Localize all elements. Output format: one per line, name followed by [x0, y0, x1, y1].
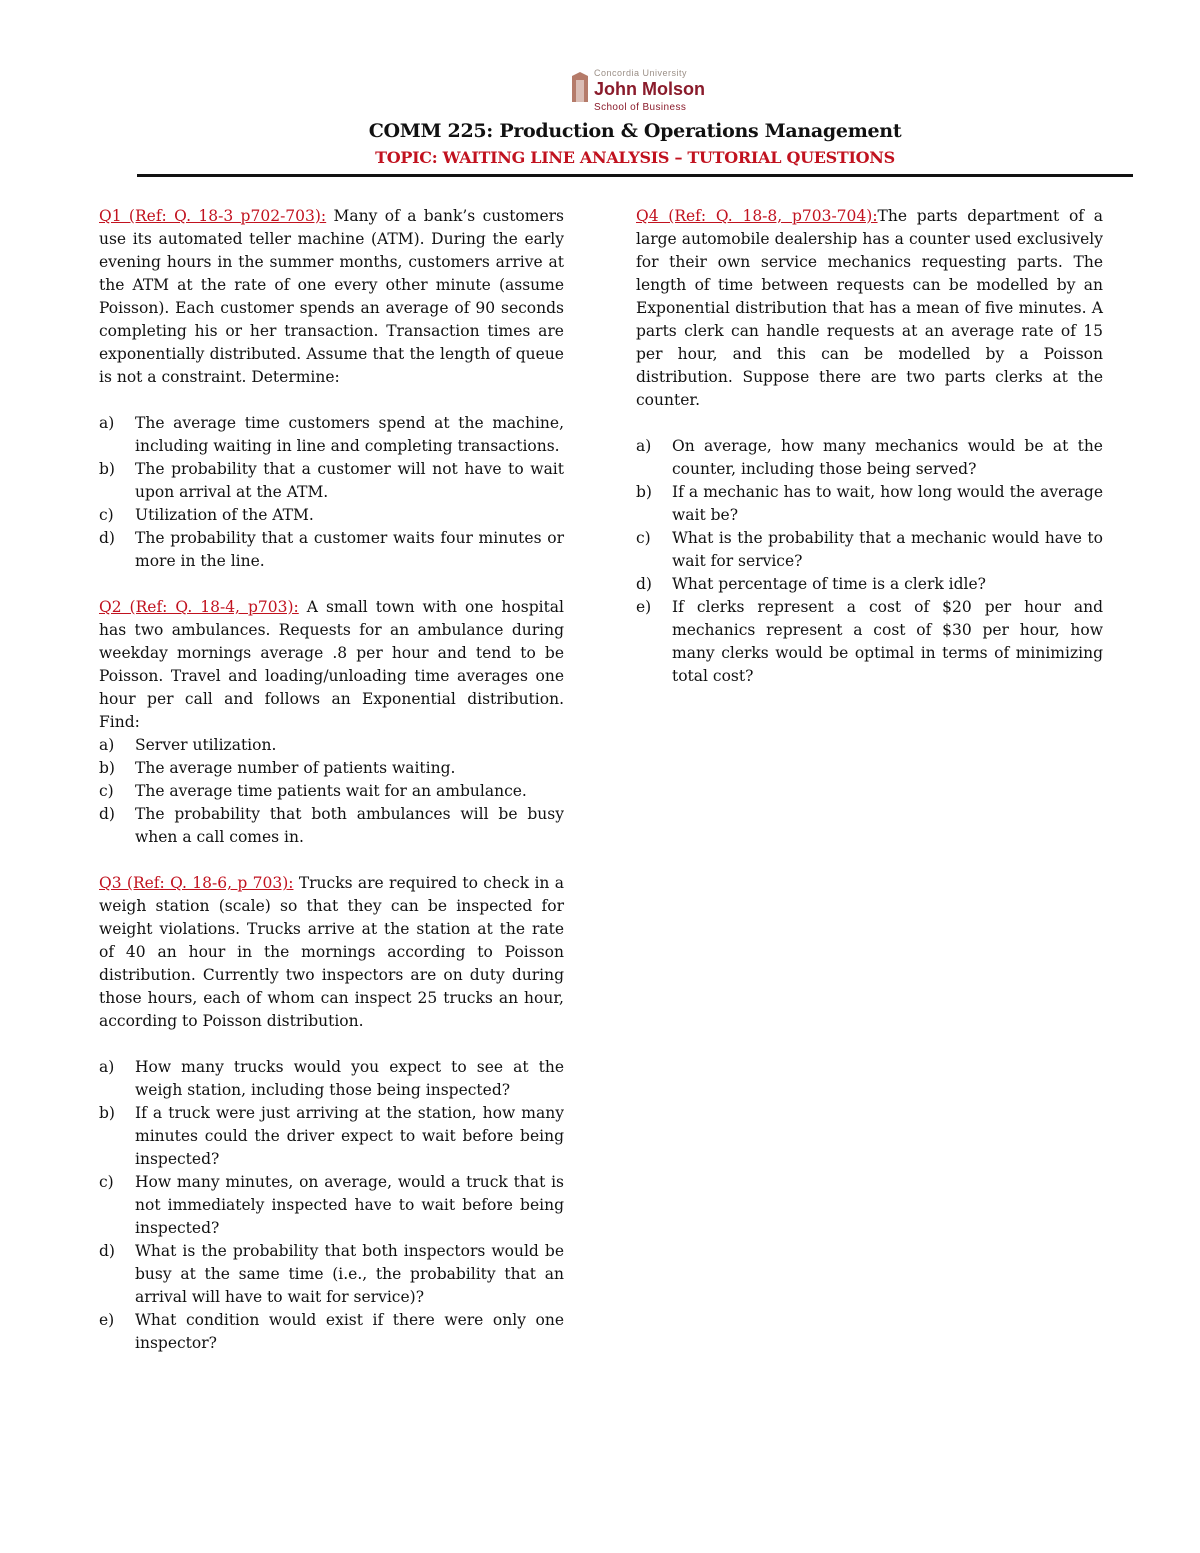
question-body: Many of a bank’s customers use its automated teller machine (ATM). During the early evening hours in the summer months, customers arrive at the ATM at the rate of one every other minute (assume Poisson). Each customer spends an average of 90 seconds completing his or her transaction. Transaction times are exponentially distributed. Assume that the length of queue is not a constraint. Determine:	[99, 207, 564, 386]
list-item	[99, 527, 564, 573]
item-text: How many trucks would you expect to see at the weigh station, including those being inspected?	[135, 1058, 564, 1099]
item-label: e)	[99, 1311, 115, 1329]
item-label: b)	[99, 1104, 115, 1122]
list-item	[636, 435, 1103, 481]
item-label: d)	[99, 805, 115, 823]
question-text	[636, 205, 1103, 412]
item-label: a)	[99, 736, 115, 754]
list-item	[636, 596, 1103, 688]
list-item	[99, 734, 564, 757]
item-text: If clerks represent a cost of $20 per hour and mechanics represent a cost of $30 per hour, how many clerks would be optimal in terms of minimizing total cost?	[672, 598, 1103, 685]
question-body: A small town with one hospital has two ambulances. Requests for an ambulance during weekday mornings average .8 per hour and tend to be Poisson. Travel and loading/unloading time averages one hour per call and follows an Exponential distribution. Find:	[99, 598, 565, 731]
question-text	[99, 596, 564, 734]
list-item	[99, 1240, 564, 1309]
list-item	[99, 1309, 564, 1355]
item-text: On average, how many mechanics would be at the counter, including those being served?	[672, 437, 1103, 478]
item-text: The probability that a customer will not have to wait upon arrival at the ATM.	[135, 460, 564, 501]
item-label: e)	[636, 598, 652, 616]
question-q4	[636, 205, 1103, 688]
question-ref: Q2 (Ref: Q. 18-4, p703):	[99, 598, 299, 616]
item-label: a)	[636, 437, 652, 455]
item-text: The average time customers spend at the machine, including waiting in line and completing transactions.	[135, 414, 564, 455]
document-title: COMM 225: Production & Operations Management	[368, 120, 902, 142]
list-item	[636, 527, 1103, 573]
list-item	[99, 458, 564, 504]
question-body: Trucks are required to check in a weigh station (scale) so that they can be inspected for weight violations. Trucks arrive at the station at the rate of 40 an hour in the mornings according to Poisson distribution. Currently two inspectors are on duty during those hours, each of whom can inspect 25 trucks an hour, according to Poisson distribution.	[99, 874, 564, 1030]
list-item	[99, 757, 564, 780]
list-item	[99, 504, 564, 527]
item-text: The probability that both ambulances will be busy when a call comes in.	[135, 805, 564, 846]
item-label: b)	[99, 460, 115, 478]
question-items	[99, 412, 564, 573]
question-text	[99, 205, 564, 389]
item-label: b)	[99, 759, 115, 777]
item-label: c)	[99, 1173, 114, 1191]
logo-school-subtitle: School of Business	[594, 102, 687, 113]
question-ref: Q4 (Ref: Q. 18-8, p703-704):	[636, 207, 878, 225]
item-text: Utilization of the ATM.	[135, 506, 314, 524]
list-item	[636, 481, 1103, 527]
question-q2	[99, 596, 564, 849]
list-item	[99, 412, 564, 458]
question-items	[99, 1056, 564, 1355]
school-logo	[570, 68, 710, 120]
logo-school-name: John Molson	[594, 79, 705, 99]
list-item	[99, 1056, 564, 1102]
right-column	[636, 205, 1103, 688]
item-text: The probability that a customer waits four minutes or more in the line.	[135, 529, 564, 570]
item-text: The average number of patients waiting.	[135, 759, 456, 777]
item-label: a)	[99, 1058, 115, 1076]
item-text: If a truck were just arriving at the station, how many minutes could the driver expect to wait before being inspected?	[135, 1104, 564, 1168]
list-item	[99, 803, 564, 849]
item-label: c)	[99, 506, 114, 524]
item-text: What percentage of time is a clerk idle?	[672, 575, 986, 593]
header-divider	[137, 174, 1133, 177]
list-item	[99, 780, 564, 803]
item-label: d)	[99, 1242, 115, 1260]
document-subtitle: TOPIC: WAITING LINE ANALYSIS – TUTORIAL QUESTIONS	[375, 148, 895, 167]
list-item	[99, 1102, 564, 1171]
item-text: What condition would exist if there were only one inspector?	[135, 1311, 564, 1352]
question-items	[99, 734, 564, 849]
item-label: c)	[636, 529, 651, 547]
question-q1	[99, 205, 564, 573]
question-q3	[99, 872, 564, 1355]
question-ref: Q1 (Ref: Q. 18-3 p702-703):	[99, 207, 327, 225]
question-text	[99, 872, 564, 1033]
list-item	[99, 1171, 564, 1240]
item-text: Server utilization.	[135, 736, 277, 754]
item-text: What is the probability that both inspectors would be busy at the same time (i.e., the probability that an arrival will have to wait for service)?	[135, 1242, 564, 1306]
item-label: b)	[636, 483, 652, 501]
item-label: c)	[99, 782, 114, 800]
item-text: What is the probability that a mechanic would have to wait for service?	[672, 529, 1103, 570]
item-text: How many minutes, on average, would a truck that is not immediately inspected have to wait before being inspected?	[135, 1173, 564, 1237]
item-label: d)	[636, 575, 652, 593]
question-items	[636, 435, 1103, 688]
item-text: The average time patients wait for an ambulance.	[135, 782, 527, 800]
list-item	[636, 573, 1103, 596]
logo-university-text: Concordia University	[594, 68, 688, 78]
question-ref: Q3 (Ref: Q. 18-6, p 703):	[99, 874, 294, 892]
left-column	[99, 205, 564, 1355]
item-label: d)	[99, 529, 115, 547]
item-label: a)	[99, 414, 115, 432]
logo-emblem-icon	[570, 70, 590, 104]
item-text: If a mechanic has to wait, how long would the average wait be?	[672, 483, 1103, 524]
question-body: The parts department of a large automobile dealership has a counter used exclusively for their own service mechanics requesting parts. The length of time between requests can be modelled by an Exponential distribution that has a mean of five minutes. A parts clerk can handle requests at an average rate of 15 per hour, and this can be modelled by a Poisson distribution. Suppose there are two parts clerks at the counter.	[636, 207, 1103, 409]
